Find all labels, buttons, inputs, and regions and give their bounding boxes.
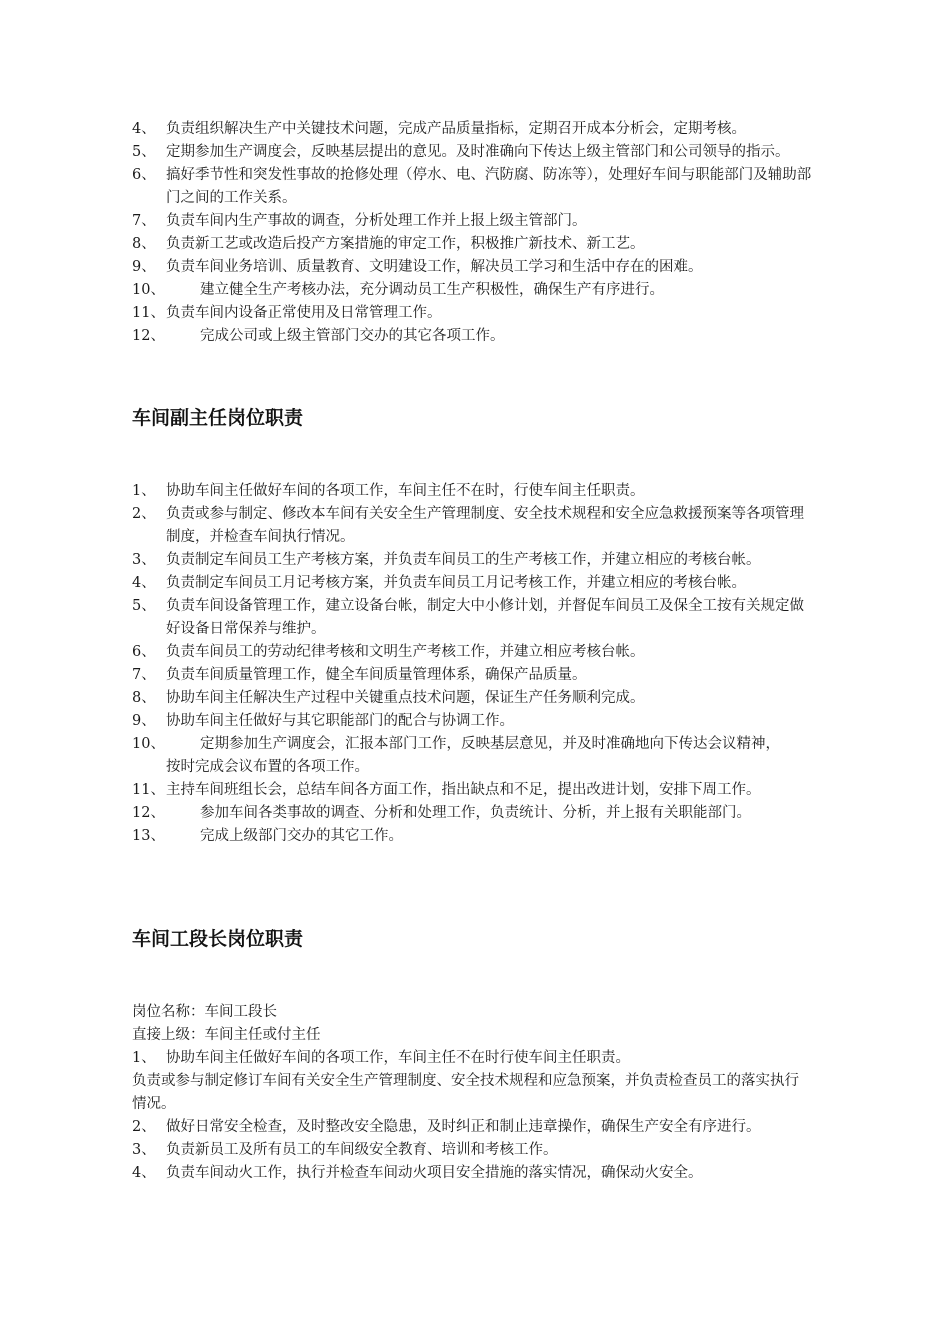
list-item [132,733,832,779]
list-item [132,641,832,664]
item-text: 负责新员工及所有员工的车间级安全教育、培训和考核工作。 [166,1142,558,1158]
item-number: 5、 [132,598,156,614]
item-text: 协助车间主任做好与其它职能部门的配合与协调工作。 [166,713,514,729]
list-item [132,480,832,503]
item-text: 完成公司或上级主管部门交办的其它各项工作。 [200,328,505,344]
list-item [132,825,832,848]
item-number: 9、 [132,713,156,729]
item-number: 11、 [132,305,165,321]
item-text: 负责车间设备管理工作，建立设备台帐，制定大中小修计划，并督促车间员工及保全工按有关规定做好设备日常保养与维护。 [166,598,804,637]
direct-superior: 直接上级：车间主任或付主任 [132,1027,321,1043]
heading-section-leader: 车间工段长岗位职责 [132,928,304,950]
item-text: 协助车间主任做好车间的各项工作，车间主任不在时行使车间主任职责。 [166,1050,630,1066]
item-number: 10、 [132,736,165,752]
item-number: 6、 [132,167,156,183]
item-text: 负责制定车间员工生产考核方案，并负责车间员工的生产考核工作，并建立相应的考核台帐。 [166,552,761,568]
item-text: 定期参加生产调度会，反映基层提出的意见。及时准确向下传达上级主管部门和公司领导的指示。 [166,144,790,160]
item-number: 5、 [132,144,156,160]
post-name: 岗位名称：车间工段长 [132,1004,277,1020]
list-item [132,233,832,256]
list-item [132,664,832,687]
list-item [132,1162,832,1185]
item-text: 做好日常安全检查，及时整改安全隐患，及时纠正和制止违章操作，确保生产安全有序进行。 [166,1119,761,1135]
heading-deputy-director: 车间副主任岗位职责 [132,407,304,429]
item-text: 负责车间内设备正常使用及日常管理工作。 [166,305,442,321]
item-text: 负责车间动火工作，执行并检查车间动火项目安全措施的落实情况，确保动火安全。 [166,1165,703,1181]
list-item [132,549,832,572]
item-number: 13、 [132,828,165,844]
list-item [132,1116,832,1139]
list-item [132,141,832,164]
item-text: 完成上级部门交办的其它工作。 [200,828,403,844]
item-text: 负责组织解决生产中关键技术问题，完成产品质量指标，定期召开成本分析会，定期考核。 [166,121,746,137]
list-item [132,118,832,141]
item-number: 7、 [132,213,156,229]
item-number: 6、 [132,644,156,660]
duty-list-director [132,118,832,348]
list-item [132,687,832,710]
item-text: 协助车间主任解决生产过程中关键重点技术问题，保证生产任务顺利完成。 [166,690,645,706]
item-number: 4、 [132,121,156,137]
item-number: 8、 [132,236,156,252]
list-item [132,302,832,325]
list-item [132,802,832,825]
item-number: 2、 [132,506,156,522]
list-item [132,572,832,595]
item-number: 4、 [132,1165,156,1181]
item-text: 参加车间各类事故的调查、分析和处理工作，负责统计、分析，并上报有关职能部门。 [200,805,751,821]
list-item [132,595,832,641]
item-text: 主持车间班组长会，总结车间各方面工作，指出缺点和不足，提出改进计划，安排下周工作。 [166,782,761,798]
item-text: 定期参加生产调度会，汇报本部门工作，反映基层意见，并及时准确地向下传达会议精神，按时完成会议布置的各项工作。 [166,736,780,775]
item-text: 建立健全生产考核办法，充分调动员工生产积极性，确保生产有序进行。 [200,282,664,298]
item-number: 12、 [132,805,165,821]
duty-list-section-leader [132,1001,832,1185]
list-item [132,256,832,279]
item-number: 1、 [132,1050,156,1066]
list-item [132,503,832,549]
item-text: 负责车间质量管理工作，健全车间质量管理体系，确保产品质量。 [166,667,587,683]
item-number: 3、 [132,1142,156,1158]
paragraph: 负责或参与制定修订车间有关安全生产管理制度、安全技术规程和应急预案，并负责检查员工的落实执行情况。 [132,1073,799,1112]
item-text: 负责制定车间员工月记考核方案，并负责车间员工月记考核工作，并建立相应的考核台帐。 [166,575,746,591]
item-text: 搞好季节性和突发性事故的抢修处理（停水、电、汽防腐、防冻等），处理好车间与职能部门及辅助部门之间的工作关系。 [166,167,812,206]
list-item [132,210,832,233]
item-text: 负责车间内生产事故的调查，分析处理工作并上报上级主管部门。 [166,213,587,229]
list-item [132,779,832,802]
list-item [132,325,832,348]
item-number: 8、 [132,690,156,706]
item-text: 负责或参与制定、修改本车间有关安全生产管理制度、安全技术规程和安全应急救援预案等各项管理制度，并检查车间执行情况。 [166,506,804,545]
item-number: 9、 [132,259,156,275]
item-number: 4、 [132,575,156,591]
item-number: 3、 [132,552,156,568]
item-text: 负责车间员工的劳动纪律考核和文明生产考核工作，并建立相应考核台帐。 [166,644,645,660]
item-number: 11、 [132,782,165,798]
item-number: 1、 [132,483,156,499]
item-number: 7、 [132,667,156,683]
list-item [132,279,832,302]
item-text: 负责车间业务培训、质量教育、文明建设工作，解决员工学习和生活中存在的困难。 [166,259,703,275]
list-item [132,1047,832,1070]
list-item [132,1139,832,1162]
item-number: 10、 [132,282,165,298]
list-item [132,710,832,733]
item-text: 负责新工艺或改造后投产方案措施的审定工作，积极推广新技术、新工艺。 [166,236,645,252]
item-number: 12、 [132,328,165,344]
item-text: 协助车间主任做好车间的各项工作，车间主任不在时，行使车间主任职责。 [166,483,645,499]
list-item [132,164,832,210]
duty-list-deputy [132,480,832,848]
item-number: 2、 [132,1119,156,1135]
